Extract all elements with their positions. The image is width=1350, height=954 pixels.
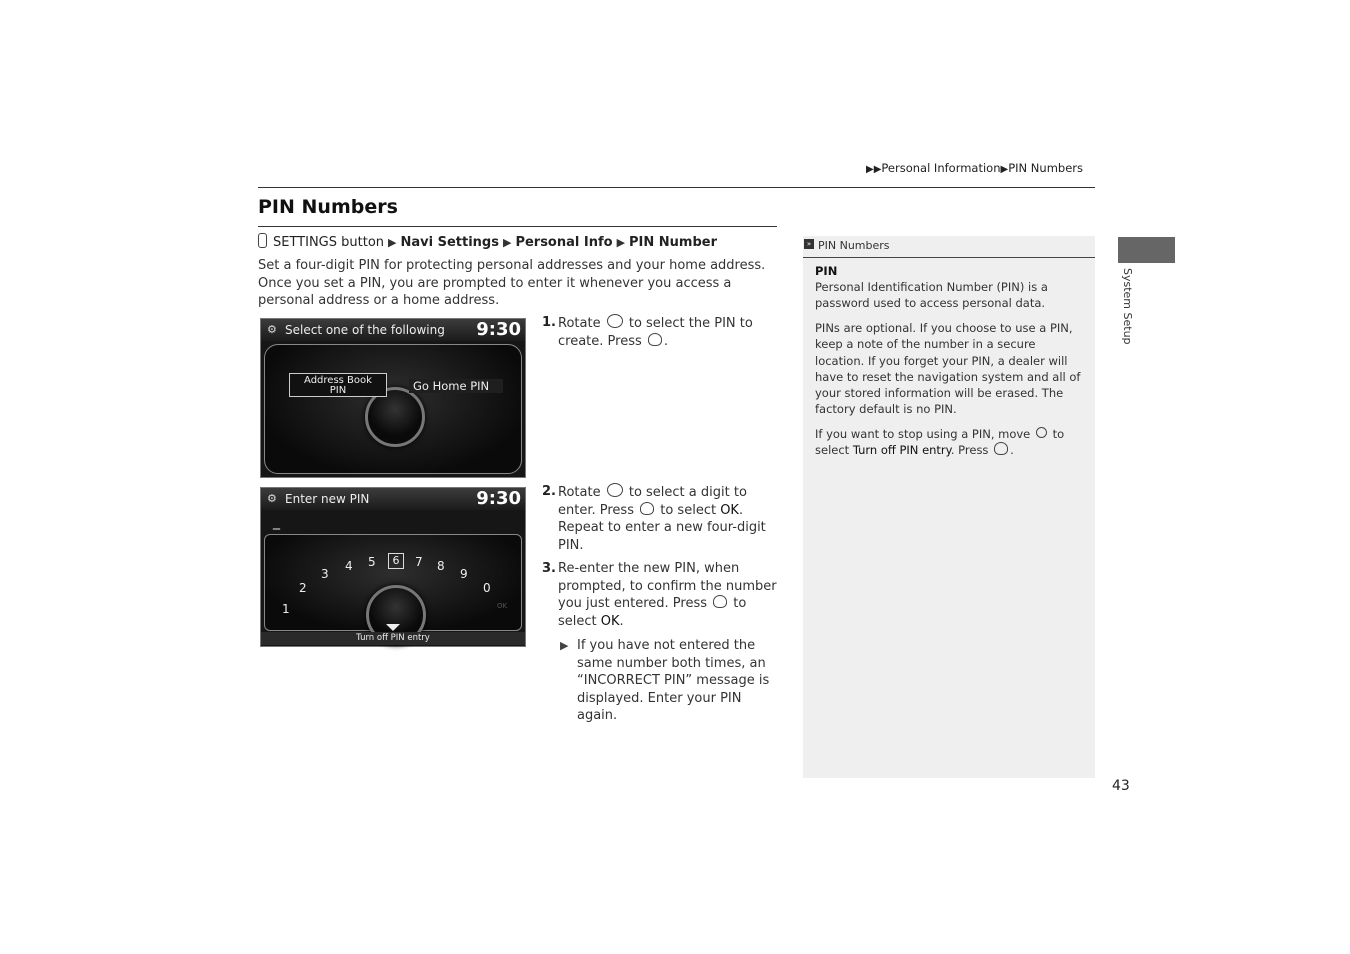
sidebar-header-text: PIN Numbers <box>818 239 890 252</box>
step-text: Rotate <box>558 316 601 331</box>
go-home-pin-option[interactable]: Go Home PIN <box>409 379 503 393</box>
step-2 <box>542 483 782 554</box>
breadcrumb-page: PIN Numbers <box>1008 161 1083 175</box>
digit-7[interactable]: 7 <box>415 555 423 569</box>
sidebar-header <box>803 236 1095 258</box>
pin-entry-field: _ <box>273 514 280 530</box>
screen-select-pin <box>260 318 526 478</box>
breadcrumb <box>866 161 1083 175</box>
digit-dial <box>264 534 522 631</box>
step-text: . Repeat to enter a new four-digit PIN. <box>558 502 766 553</box>
digit-8[interactable]: 8 <box>437 559 445 573</box>
sidebar-note <box>803 236 1095 778</box>
address-book-pin-option[interactable]: Address Book PIN <box>289 373 387 397</box>
sidebar-paragraph-1: Personal Identification Number (PIN) is a password used to access personal data. <box>815 280 1048 311</box>
step-text: . <box>663 333 669 349</box>
sidebar-paragraph-2: PINs are optional. If you choose to use a PIN, keep a note of the number in a secure location. If you forget your PIN, a dealer will have to reset the navigation system and all of your stored information will be erased. The factory default is no PIN. <box>815 321 1081 417</box>
screen-header-text: Select one of the following <box>285 323 445 337</box>
step-text: . <box>619 613 624 629</box>
screen-header <box>261 488 525 510</box>
title-rule <box>258 226 777 227</box>
nav-path <box>258 233 717 250</box>
step-text: to select the PIN to create. Press <box>558 316 753 349</box>
breadcrumb-section: Personal Information <box>881 161 1001 175</box>
header-rule <box>258 187 1095 188</box>
nav-path-step2: Personal Info <box>515 235 613 250</box>
press-dial-icon <box>713 595 727 608</box>
step-text: to select <box>660 502 717 518</box>
step-text: to select <box>558 596 747 629</box>
gear-icon: ⚙ <box>267 323 277 336</box>
clock: 9:30 <box>476 488 521 509</box>
screen-body <box>264 344 522 474</box>
double-arrow-icon: ▶▶ <box>866 164 882 175</box>
gear-icon: ⚙ <box>267 492 277 505</box>
digit-5[interactable]: 5 <box>368 555 376 569</box>
intro-paragraph: Set a four-digit PIN for protecting personal addresses and your home address. Once you set a PIN, you are prompted to enter it whenever you access a personal address or a home address. <box>258 258 766 308</box>
step-note <box>560 637 780 725</box>
sidebar-pin-heading: PIN <box>815 264 838 278</box>
arrow-icon: ▶ <box>388 236 397 249</box>
step-1 <box>542 314 782 350</box>
interface-dial-icon <box>607 314 623 328</box>
sidebar-text: to select <box>815 427 1065 458</box>
down-arrow-icon <box>386 624 400 631</box>
arrow-icon: ▶ <box>1000 164 1009 175</box>
sidebar-text: If you want to stop using a PIN, move <box>815 427 1031 441</box>
nav-path-step1: Navi Settings <box>400 235 499 250</box>
press-dial-icon <box>994 442 1008 455</box>
step-number: 3. <box>542 561 556 576</box>
note-text: If you have not entered the same number both times, an “INCORRECT PIN” message is displayed. Enter your PIN again. <box>577 638 770 723</box>
step-text: Rotate <box>558 485 601 500</box>
step-number: 1. <box>542 315 556 330</box>
sidebar-bold-text: Turn off PIN entry <box>852 443 951 458</box>
sidebar-text: . Press <box>950 443 989 458</box>
page-title: PIN Numbers <box>258 196 398 218</box>
step-3 <box>542 560 782 630</box>
arrow-icon: ▶ <box>616 236 626 249</box>
screen-header <box>261 319 525 341</box>
screen-enter-pin <box>260 487 526 647</box>
section-tab-marker <box>1118 237 1175 263</box>
arrow-icon: ▶ <box>560 639 569 652</box>
digit-3[interactable]: 3 <box>321 567 329 581</box>
nav-path-start: SETTINGS button <box>273 235 385 250</box>
press-dial-icon <box>640 502 654 515</box>
section-tab-label: System Setup <box>1121 268 1134 345</box>
ok-label: OK <box>600 613 620 629</box>
arrow-icon: ▶ <box>502 236 512 249</box>
settings-button-icon <box>258 233 267 248</box>
page-number: 43 <box>1112 778 1130 794</box>
clock: 9:30 <box>476 319 521 340</box>
digit-9[interactable]: 9 <box>460 567 468 581</box>
press-dial-icon <box>648 333 662 346</box>
sidebar-text: . <box>1010 443 1014 458</box>
ok-button[interactable]: OK <box>497 602 508 610</box>
reference-icon: » <box>804 239 814 249</box>
nav-path-step3: PIN Number <box>629 235 718 250</box>
step-number: 2. <box>542 484 556 499</box>
digit-6-selected[interactable]: 6 <box>388 553 404 569</box>
step-text: to select a digit to enter. Press <box>558 485 747 518</box>
digit-0[interactable]: 0 <box>483 581 491 595</box>
screen-header-text: Enter new PIN <box>285 492 370 506</box>
sidebar-paragraph-3 <box>815 426 1085 459</box>
step-text: Re-enter the new PIN, when prompted, to confirm the number you just entered. Press <box>558 561 777 611</box>
turn-off-pin-entry[interactable]: Turn off PIN entry <box>261 632 525 645</box>
move-dial-icon <box>1036 427 1047 438</box>
interface-dial-icon <box>607 483 623 497</box>
digit-2[interactable]: 2 <box>299 581 307 595</box>
ok-label: OK <box>720 502 739 518</box>
digit-4[interactable]: 4 <box>345 559 353 573</box>
digit-1[interactable]: 1 <box>282 602 290 616</box>
